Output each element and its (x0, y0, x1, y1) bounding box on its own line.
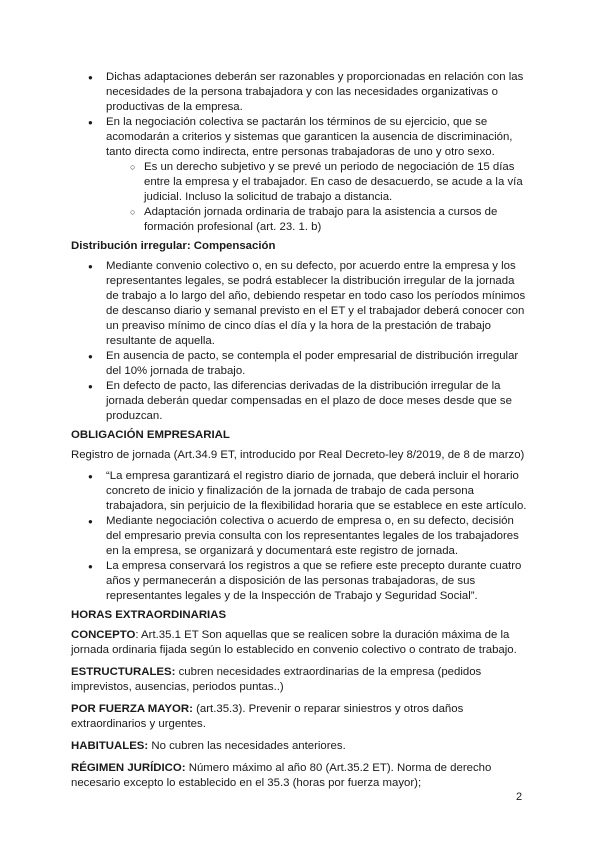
sub-list-item: ○ Es un derecho subjetivo y se prevé un periodo de negociación de 15 días entre la empresa y el trabajador. En caso de desacuerdo, se acude a la vía judicial. Incluso la solicitud de trabajo a distancia. (106, 160, 527, 205)
term-label: CONCEPTO (71, 629, 136, 641)
sub-list-item: ○ Adaptación jornada ordinaria de trabajo para la asistencia a cursos de formación profesional (art. 23. 1. b) (106, 205, 527, 235)
paragraph-habituales (71, 739, 527, 754)
page-number: 2 (516, 791, 523, 803)
list-item: ● Mediante convenio colectivo o, en su defecto, por acuerdo entre la empresa y los representantes legales, se podrá establecer la distribución irregular de la jornada de trabajo a lo largo del año, debiendo respetar en todo caso los períodos mínimos de descanso diario y semanal previsto en el ET y el trabajador deberá conocer con un preaviso mínimo de cinco días el día y la hora de la prestación de trabajo resultante de aquella. (71, 259, 527, 349)
term-text: No cubren las necesidades anteriores. (148, 740, 346, 752)
list-item: ● En ausencia de pacto, se contempla el poder empresarial de distribución irregular del 10% jornada de trabajo. (71, 349, 527, 379)
list-item: ● “La empresa garantizará el registro diario de jornada, que deberá incluir el horario concreto de inicio y finalización de la jornada de trabajo de cada persona trabajadora, sin perjuicio de la flexibilidad horaria que se establece en este artículo. (71, 469, 527, 514)
section-heading-obligacion: OBLIGACIÓN EMPRESARIAL (71, 429, 230, 441)
obligacion-bullet-list (71, 469, 527, 604)
term-label: RÉGIMEN JURÍDICO: (71, 762, 186, 774)
list-item: ● La empresa conservará los registros a que se refiere este precepto durante cuatro años y permanecerán a disposición de las personas trabajadoras, de sus representantes legales y de la Inspección de Trabajo y Seguridad Social”. (71, 559, 527, 604)
list-item: ● Mediante negociación colectiva o acuerdo de empresa o, en su defecto, decisión del empresario previa consulta con los representantes legales de los trabajadores en la empresa, se organizará y documentará este registro de jornada. (71, 514, 527, 559)
page-content (71, 70, 527, 798)
section-heading-distribucion: Distribución irregular: Compensación (71, 240, 276, 252)
distribucion-bullet-list (71, 259, 527, 424)
term-text: cubren necesidades extraordinarias de la empresa (pedidos imprevistos, ausencias, periodos puntas..) (71, 666, 482, 693)
list-item-text: En la negociación colectiva se pactarán los términos de su ejercicio, que se acomodarán a criterios y sistemas que garanticen la ausencia de discriminación, tanto directa como indirecta, entre personas trabajadoras de uno y otro sexo. (106, 116, 513, 158)
list-item (71, 115, 527, 235)
paragraph-regimen-juridico (71, 761, 527, 791)
list-item: ● En defecto de pacto, las diferencias derivadas de la distribución irregular de la jornada deberán quedar compensadas en el plazo de doce meses desde que se produzcan. (71, 379, 527, 424)
term-text: (art.35.3). Prevenir o reparar siniestros y otros daños extraordinarios y urgentes. (71, 703, 464, 730)
sub-bullet-list (106, 160, 527, 235)
top-bullet-list (71, 70, 527, 235)
term-text: Número máximo al año 80 (Art.35.2 ET). Norma de derecho necesario excepto lo establecido en el 35.3 (horas por fuerza mayor); (71, 762, 492, 789)
term-text: : Art.35.1 ET Son aquellas que se realicen sobre la duración máxima de la jornada ordinaria fijada según lo establecido en convenio colectivo o contrato de trabajo. (71, 629, 517, 656)
obligacion-intro: Registro de jornada (Art.34.9 ET, introducido por Real Decreto-ley 8/2019, de 8 de marzo) (71, 449, 525, 461)
term-label: HABITUALES: (71, 740, 149, 752)
section-heading-horas: HORAS EXTRAORDINARIAS (71, 609, 227, 621)
term-label: ESTRUCTURALES: (71, 666, 176, 678)
list-item: ● Dichas adaptaciones deberán ser razonables y proporcionadas en relación con las necesidades de la persona trabajadora y con las necesidades organizativas o productivas de la empresa. (71, 70, 527, 115)
paragraph-concepto (71, 628, 527, 658)
term-label: POR FUERZA MAYOR: (71, 703, 193, 715)
paragraph-estructurales (71, 665, 527, 695)
paragraph-fuerza-mayor (71, 702, 527, 732)
